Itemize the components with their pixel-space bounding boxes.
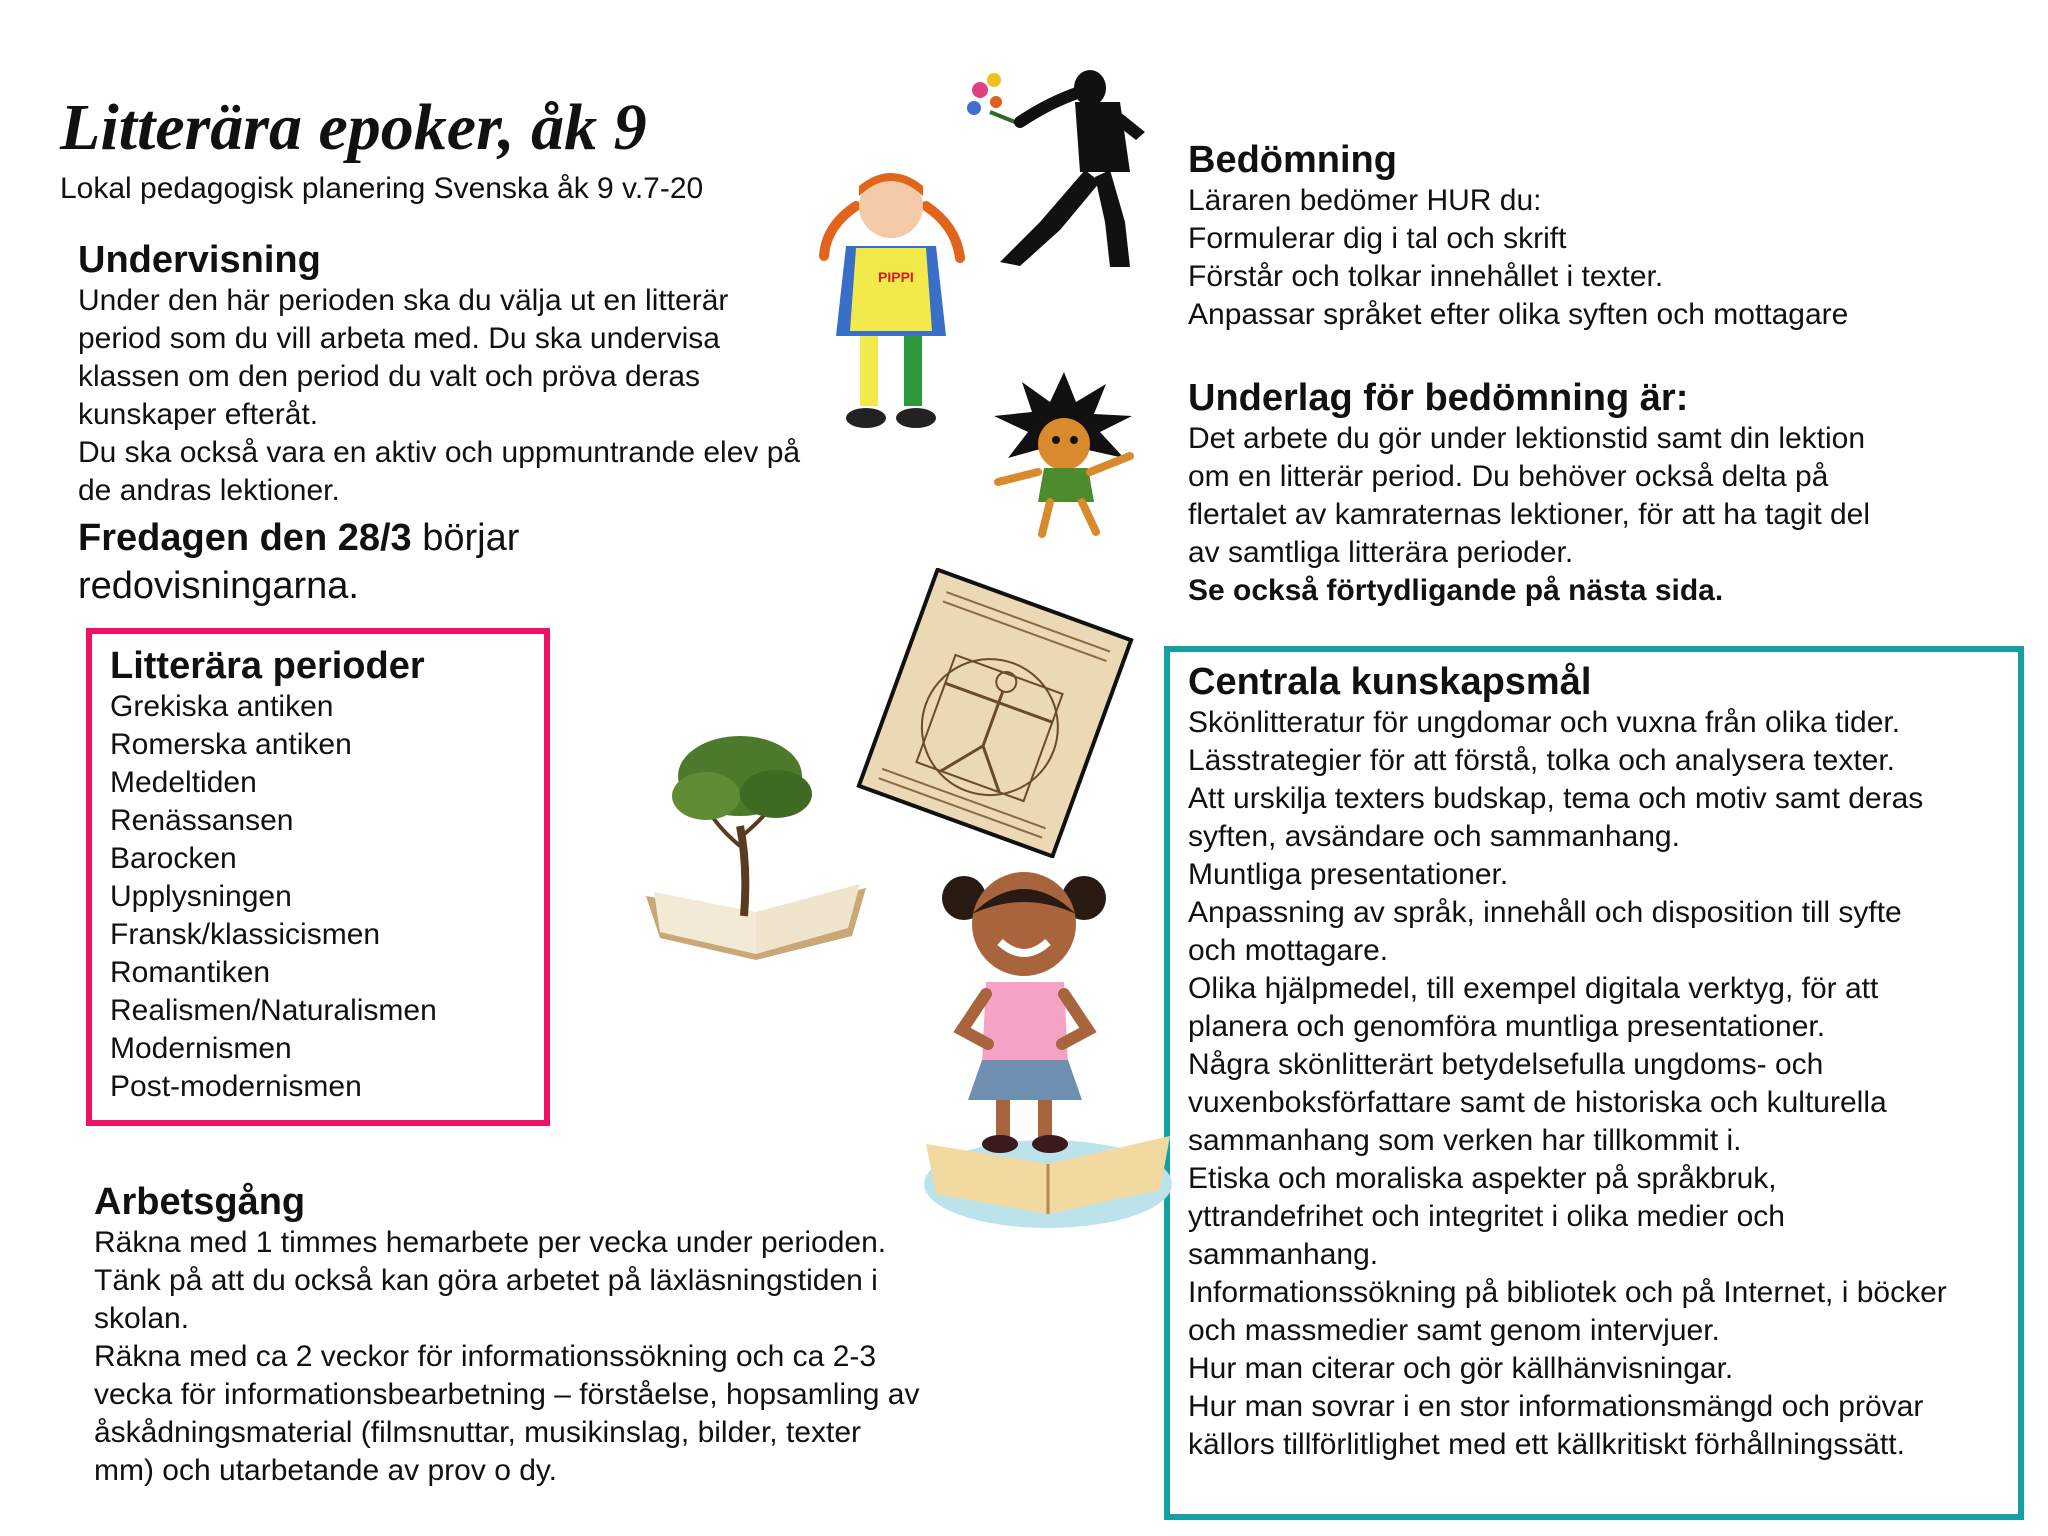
underlag-line: Det arbete du gör under lektionstid samt din lektion xyxy=(1188,422,1866,455)
central-line: Olika hjälpmedel, till exempel digitala verktyg, för att xyxy=(1188,972,1879,1005)
bedomning-line: Förstår och tolkar innehållet i texter. xyxy=(1188,260,1664,293)
list-item: Post-modernismen xyxy=(110,1070,362,1103)
central-line: sammanhang som verken har tillkommit i. xyxy=(1188,1124,1742,1157)
arbetsgang-line: Räkna med ca 2 veckor för informationssökning och ca 2-3 xyxy=(94,1340,877,1373)
list-item: Fransk/klassicismen xyxy=(110,918,381,951)
list-item: Modernismen xyxy=(110,1032,292,1065)
central-line: Några skönlitterärt betydelsefulla ungdoms- och xyxy=(1188,1048,1824,1081)
underlag-line: av samtliga litterära perioder. xyxy=(1188,536,1574,569)
list-item: Barocken xyxy=(110,842,237,875)
undervisning-line: Under den här perioden ska du välja ut en litterär xyxy=(78,284,729,317)
bedomning-heading: Bedömning xyxy=(1188,139,1397,181)
arbetsgang-line: vecka för informationsbearbetning – förståelse, hopsamling av xyxy=(94,1378,920,1411)
presentation-date-rest: börjar xyxy=(411,517,520,559)
girl-on-book-illustration xyxy=(916,864,1180,1234)
undervisning-line: period som du vill arbeta med. Du ska undervisa xyxy=(78,322,720,355)
section-central xyxy=(1188,660,2008,1464)
arbetsgang-line: mm) och utarbetande av prov o dy. xyxy=(94,1454,558,1487)
bedomning-line: Läraren bedömer HUR du: xyxy=(1188,184,1542,217)
tree-book-illustration xyxy=(636,716,876,962)
central-line: Skönlitteratur för ungdomar och vuxna från olika tider. xyxy=(1188,706,1901,739)
section-perioder xyxy=(110,644,437,1106)
list-item: Grekiska antiken xyxy=(110,690,334,723)
central-line: och mottagare. xyxy=(1188,934,1389,967)
perioder-list xyxy=(110,688,437,1106)
section-bedomning xyxy=(1188,138,1988,334)
section-underlag xyxy=(1188,376,1988,610)
pippi-label: PIPPI xyxy=(878,269,914,285)
undervisning-line: klassen om den period du valt och pröva deras xyxy=(78,360,701,393)
page-subtitle: Lokal pedagogisk planering Svenska åk 9 v.7-20 xyxy=(60,172,704,205)
central-line: yttrandefrihet och integritet i olika medier och xyxy=(1188,1200,1785,1233)
arbetsgang-line: Tänk på att du också kan göra arbetet på läxläsningstiden i xyxy=(94,1264,878,1297)
undervisning-text xyxy=(78,282,858,510)
list-item: Renässansen xyxy=(110,804,294,837)
page-title: Litterära epoker, åk 9 xyxy=(60,91,647,164)
arbetsgang-text xyxy=(94,1224,994,1490)
pippi-illustration xyxy=(816,166,976,446)
presentation-date-line2: redovisningarna. xyxy=(78,565,359,607)
central-line: Lässtrategier för att förstå, tolka och analysera texter. xyxy=(1188,744,1896,777)
arbetsgang-line: skolan. xyxy=(94,1302,190,1335)
central-line: Hur man citerar och gör källhänvisningar. xyxy=(1188,1352,1734,1385)
central-heading: Centrala kunskapsmål xyxy=(1188,661,1592,703)
central-line: syften, avsändare och sammanhang. xyxy=(1188,820,1680,853)
list-item: Romerska antiken xyxy=(110,728,352,761)
section-arbetsgang xyxy=(94,1180,994,1490)
underlag-text xyxy=(1188,420,1988,610)
central-line: Anpassning av språk, innehåll och disposition till syfte xyxy=(1188,896,1902,929)
perioder-heading: Litterära perioder xyxy=(110,645,425,687)
central-line: Etiska och moraliska aspekter på språkbruk, xyxy=(1188,1162,1777,1195)
undervisning-line: de andras lektioner. xyxy=(78,474,340,507)
central-text xyxy=(1188,704,2008,1464)
bedomning-line: Anpassar språket efter olika syften och mottagare xyxy=(1188,298,1849,331)
bedomning-line: Formulerar dig i tal och skrift xyxy=(1188,222,1567,255)
central-line: och massmedier samt genom intervjuer. xyxy=(1188,1314,1720,1347)
undervisning-line: Du ska också vara en aktiv och uppmuntrande elev på xyxy=(78,436,801,469)
troll-illustration xyxy=(984,372,1144,542)
central-line: sammanhang. xyxy=(1188,1238,1379,1271)
arbetsgang-line: Räkna med 1 timmes hemarbete per vecka under perioden. xyxy=(94,1226,887,1259)
undervisning-heading: Undervisning xyxy=(78,239,321,281)
arbetsgang-heading: Arbetsgång xyxy=(94,1181,306,1223)
central-line: källors tillförlitlighet med ett källkritiskt förhållningssätt. xyxy=(1188,1428,1905,1461)
bedomning-text xyxy=(1188,182,1988,334)
list-item: Upplysningen xyxy=(110,880,292,913)
arbetsgang-line: åskådningsmaterial (filmsnuttar, musikinslag, bilder, texter xyxy=(94,1416,861,1449)
presentation-date xyxy=(78,514,778,610)
central-line: Informationssökning på bibliotek och på Internet, i böcker xyxy=(1188,1276,1947,1309)
central-line: Hur man sovrar i en stor informationsmängd och prövar xyxy=(1188,1390,1924,1423)
underlag-note: Se också förtydligande på nästa sida. xyxy=(1188,574,1724,607)
central-line: Att urskilja texters budskap, tema och motiv samt deras xyxy=(1188,782,1924,815)
list-item: Realismen/Naturalismen xyxy=(110,994,437,1027)
underlag-line: flertalet av kamraternas lektioner, för att ha tagit del xyxy=(1188,498,1871,531)
presentation-date-bold: Fredagen den 28/3 xyxy=(78,517,412,559)
central-line: vuxenboksförfattare samt de historiska och kulturella xyxy=(1188,1086,1887,1119)
flower-thrower-illustration xyxy=(960,62,1150,272)
underlag-line: om en litterär period. Du behöver också delta på xyxy=(1188,460,1829,493)
vitruvian-man-illustration xyxy=(852,568,1138,858)
list-item: Medeltiden xyxy=(110,766,257,799)
central-line: planera och genomföra muntliga presentationer. xyxy=(1188,1010,1826,1043)
underlag-heading: Underlag för bedömning är: xyxy=(1188,377,1689,419)
central-line: Muntliga presentationer. xyxy=(1188,858,1509,891)
list-item: Romantiken xyxy=(110,956,271,989)
undervisning-line: kunskaper efteråt. xyxy=(78,398,319,431)
section-undervisning xyxy=(78,238,858,510)
